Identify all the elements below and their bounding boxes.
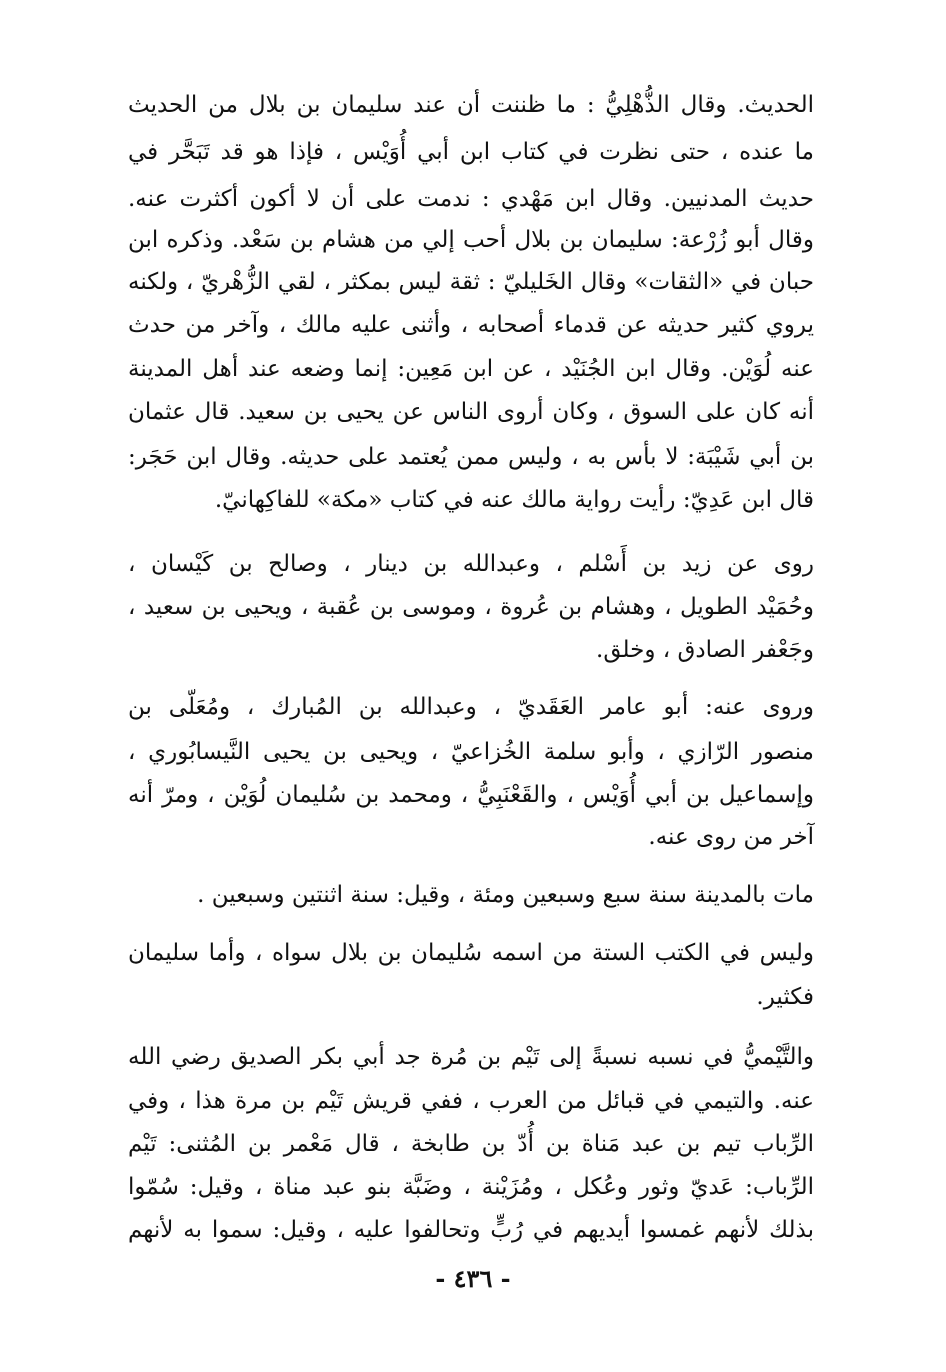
- text-line: حبان في «الثقات» وقال الخَليليّ : ثقة ليس بمكثر ، لقي الزُّهْريّ ، ولكنه: [128, 269, 814, 295]
- text-line: حديث المدنيين. وقال ابن مَهْدي : ندمت على أن لا أكون أكثرت عنه.: [128, 186, 814, 212]
- text-line: بن أبي شَيْبَة: لا بأس به ، وليس ممن يُعتمد على حديثه. وقال ابن حَجَر:: [128, 444, 814, 470]
- text-line: وليس في الكتب الستة من اسمه سُليمان بن بلال سواه ، وأما سليمان: [128, 940, 814, 966]
- text-line: ما عنده ، حتى نظرت في كتاب ابن أبي أُوَيْس ، فإذا هو قد تَبَحَّر في: [128, 139, 814, 165]
- text-line: روى عن زيد بن أَسْلم ، وعبدالله بن دينار ، وصالح بن كَيْسان ،: [128, 551, 814, 577]
- page-number: - ٤٣٦ -: [435, 1264, 511, 1293]
- text-line: الرِّباب: عَديّ وثور وعُكل ، ومُزَيْنة ، وضَبَّة بنو عبد مناة ، وقيل: سُمّوا: [128, 1174, 814, 1200]
- text-line: عنه. والتيمي في قبائل من العرب ، ففي قريش تَيْم بن مرة هذا ، وفي: [128, 1088, 814, 1114]
- text-line: قال ابن عَدِيّ: رأيت رواية مالك عنه في كتاب «مكة» للفاكِهانيّ.: [214, 487, 814, 513]
- text-line: والتَّيْميُّ في نسبه نسبةً إلى تَيْم بن مُرة جد أبي بكر الصديق رضي الله: [128, 1044, 814, 1070]
- text-line: عنه لُوَيْن. وقال ابن الجُنَيْد ، عن ابن مَعِين: إنما وضعه عند أهل المدينة: [128, 356, 814, 382]
- text-line: آخر من روى عنه.: [648, 824, 814, 850]
- text-line: بذلك لأنهم غمسوا أيديهم في رُبٍّ وتحالفوا عليه ، وقيل: سموا به لأنهم: [128, 1217, 814, 1243]
- text-line: فكثير.: [756, 984, 814, 1010]
- text-line: وجَعْفر الصادق ، وخلق.: [596, 637, 814, 663]
- document-page: [128, 0, 814, 1372]
- text-line: وروى عنه: أبو عامر العَقَديّ ، وعبدالله بن المُبارك ، ومُعَلّى بن: [128, 694, 814, 720]
- text-line: الرِّباب تيم بن عبد مَناة بن أُدّ بن طابخة ، قال مَعْمر بن المُثنى: تَيْم: [128, 1131, 814, 1157]
- text-line: أنه كان على السوق ، وكان أروى الناس عن يحيى بن سعيد. قال عثمان: [128, 399, 814, 425]
- text-line: وحُمَيْد الطويل ، وهشام بن عُروة ، وموسى بن عُقبة ، ويحيى بن سعيد ،: [128, 594, 814, 620]
- text-line: وإسماعيل بن أبي أُوَيْس ، والقَعْنَبِيُّ ، ومحمد بن سُليمان لُوَيْن ، ومرّ أنه: [128, 782, 814, 808]
- text-line: منصور الرّازي ، وأبو سلمة الخُزاعيّ ، ويحيى بن يحيى النَّيسابُوري ،: [128, 739, 814, 765]
- text-line: مات بالمدينة سنة سبع وسبعين ومئة ، وقيل: سنة اثنتين وسبعين .: [197, 882, 814, 908]
- text-line: وقال أبو زُرْعة: سليمان بن بلال أحب إلي من هشام بن سَعْد. وذكره ابن: [128, 227, 814, 253]
- text-line: الحديث. وقال الذُّهْلِيُّ : ما ظننت أن عند سليمان بن بلال من الحديث: [128, 92, 814, 118]
- text-line: يروي كثير حديثه عن قدماء أصحابه ، وأثنى عليه مالك ، وآخر من حدث: [128, 312, 814, 338]
